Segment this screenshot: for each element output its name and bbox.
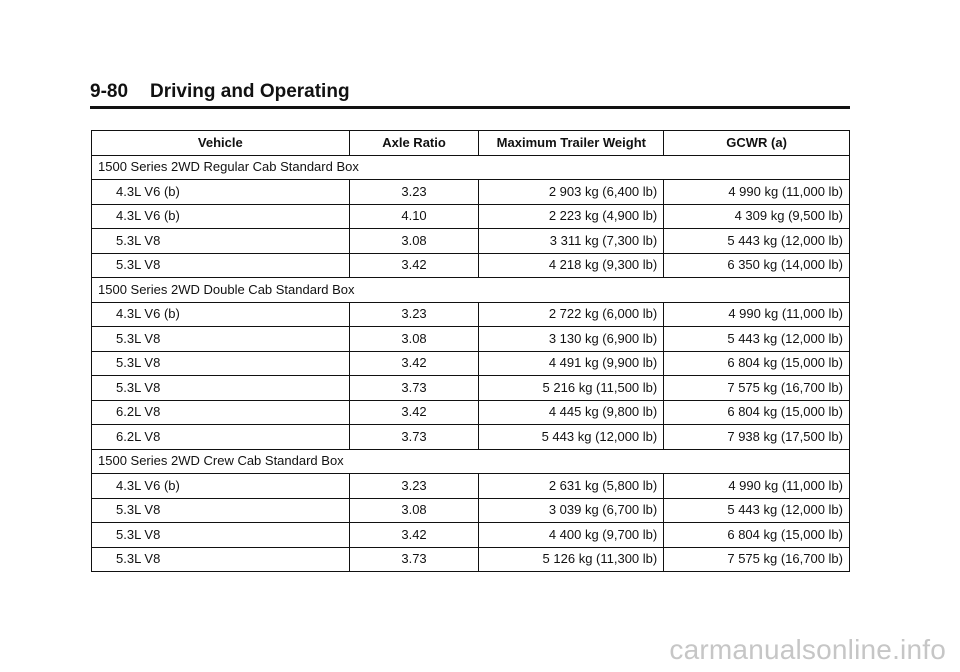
gcwr-cell: 4 990 kg (11,000 lb) <box>664 302 850 327</box>
vehicle-cell: 5.3L V8 <box>92 547 350 572</box>
table-row <box>92 327 850 352</box>
gcwr-cell: 5 443 kg (12,000 lb) <box>664 498 850 523</box>
vehicle-cell: 6.2L V8 <box>92 425 350 450</box>
gcwr-cell: 6 804 kg (15,000 lb) <box>664 400 850 425</box>
axle-ratio-cell: 3.73 <box>349 425 479 450</box>
page-header <box>90 80 850 109</box>
table-row <box>92 229 850 254</box>
max-trailer-weight-cell: 3 039 kg (6,700 lb) <box>479 498 664 523</box>
axle-ratio-cell: 3.42 <box>349 253 479 278</box>
table-row <box>92 253 850 278</box>
vehicle-cell: 5.3L V8 <box>92 253 350 278</box>
max-trailer-weight-cell: 2 223 kg (4,900 lb) <box>479 204 664 229</box>
axle-ratio-cell: 3.23 <box>349 474 479 499</box>
trailer-weight-table <box>91 130 850 572</box>
max-trailer-weight-cell: 5 216 kg (11,500 lb) <box>479 376 664 401</box>
column-header-max-trailer-weight: Maximum Trailer Weight <box>479 131 664 156</box>
table-row <box>92 425 850 450</box>
table-row <box>92 498 850 523</box>
page-number: 9-80 <box>90 81 129 102</box>
table-row <box>92 376 850 401</box>
group-label: 1500 Series 2WD Regular Cab Standard Box <box>92 155 850 180</box>
table-body <box>92 155 850 572</box>
column-header-vehicle: Vehicle <box>92 131 350 156</box>
group-row <box>92 155 850 180</box>
axle-ratio-cell: 3.08 <box>349 327 479 352</box>
axle-ratio-cell: 3.73 <box>349 376 479 401</box>
axle-ratio-cell: 3.42 <box>349 351 479 376</box>
gcwr-cell: 6 804 kg (15,000 lb) <box>664 523 850 548</box>
vehicle-cell: 4.3L V6 (b) <box>92 302 350 327</box>
vehicle-cell: 4.3L V6 (b) <box>92 474 350 499</box>
group-row <box>92 449 850 474</box>
column-header-gcwr: GCWR (a) <box>664 131 850 156</box>
table-row <box>92 400 850 425</box>
max-trailer-weight-cell: 5 126 kg (11,300 lb) <box>479 547 664 572</box>
axle-ratio-cell: 3.42 <box>349 523 479 548</box>
vehicle-cell: 5.3L V8 <box>92 523 350 548</box>
table-row <box>92 302 850 327</box>
max-trailer-weight-cell: 3 130 kg (6,900 lb) <box>479 327 664 352</box>
axle-ratio-cell: 3.23 <box>349 180 479 205</box>
table-row <box>92 523 850 548</box>
max-trailer-weight-cell: 2 631 kg (5,800 lb) <box>479 474 664 499</box>
max-trailer-weight-cell: 3 311 kg (7,300 lb) <box>479 229 664 254</box>
gcwr-cell: 6 804 kg (15,000 lb) <box>664 351 850 376</box>
vehicle-cell: 5.3L V8 <box>92 327 350 352</box>
axle-ratio-cell: 3.08 <box>349 498 479 523</box>
group-row <box>92 278 850 303</box>
axle-ratio-cell: 4.10 <box>349 204 479 229</box>
column-header-axle-ratio: Axle Ratio <box>349 131 479 156</box>
axle-ratio-cell: 3.08 <box>349 229 479 254</box>
vehicle-cell: 5.3L V8 <box>92 498 350 523</box>
vehicle-cell: 5.3L V8 <box>92 351 350 376</box>
gcwr-cell: 7 575 kg (16,700 lb) <box>664 547 850 572</box>
max-trailer-weight-cell: 2 903 kg (6,400 lb) <box>479 180 664 205</box>
section-title: Driving and Operating <box>150 81 350 102</box>
vehicle-cell: 4.3L V6 (b) <box>92 180 350 205</box>
gcwr-cell: 5 443 kg (12,000 lb) <box>664 327 850 352</box>
vehicle-cell: 5.3L V8 <box>92 229 350 254</box>
max-trailer-weight-cell: 4 218 kg (9,300 lb) <box>479 253 664 278</box>
max-trailer-weight-cell: 4 445 kg (9,800 lb) <box>479 400 664 425</box>
axle-ratio-cell: 3.42 <box>349 400 479 425</box>
watermark: carmanualsonline.info <box>669 634 946 665</box>
axle-ratio-cell: 3.23 <box>349 302 479 327</box>
table-header-row <box>92 131 850 156</box>
table-row <box>92 474 850 499</box>
table-row <box>92 180 850 205</box>
vehicle-cell: 6.2L V8 <box>92 400 350 425</box>
axle-ratio-cell: 3.73 <box>349 547 479 572</box>
group-label: 1500 Series 2WD Double Cab Standard Box <box>92 278 850 303</box>
gcwr-cell: 4 990 kg (11,000 lb) <box>664 474 850 499</box>
gcwr-cell: 7 938 kg (17,500 lb) <box>664 425 850 450</box>
max-trailer-weight-cell: 4 491 kg (9,900 lb) <box>479 351 664 376</box>
table-row <box>92 204 850 229</box>
gcwr-cell: 6 350 kg (14,000 lb) <box>664 253 850 278</box>
max-trailer-weight-cell: 5 443 kg (12,000 lb) <box>479 425 664 450</box>
max-trailer-weight-cell: 4 400 kg (9,700 lb) <box>479 523 664 548</box>
vehicle-cell: 5.3L V8 <box>92 376 350 401</box>
vehicle-cell: 4.3L V6 (b) <box>92 204 350 229</box>
gcwr-cell: 4 990 kg (11,000 lb) <box>664 180 850 205</box>
gcwr-cell: 7 575 kg (16,700 lb) <box>664 376 850 401</box>
table-row <box>92 547 850 572</box>
group-label: 1500 Series 2WD Crew Cab Standard Box <box>92 449 850 474</box>
gcwr-cell: 4 309 kg (9,500 lb) <box>664 204 850 229</box>
gcwr-cell: 5 443 kg (12,000 lb) <box>664 229 850 254</box>
max-trailer-weight-cell: 2 722 kg (6,000 lb) <box>479 302 664 327</box>
table-row <box>92 351 850 376</box>
